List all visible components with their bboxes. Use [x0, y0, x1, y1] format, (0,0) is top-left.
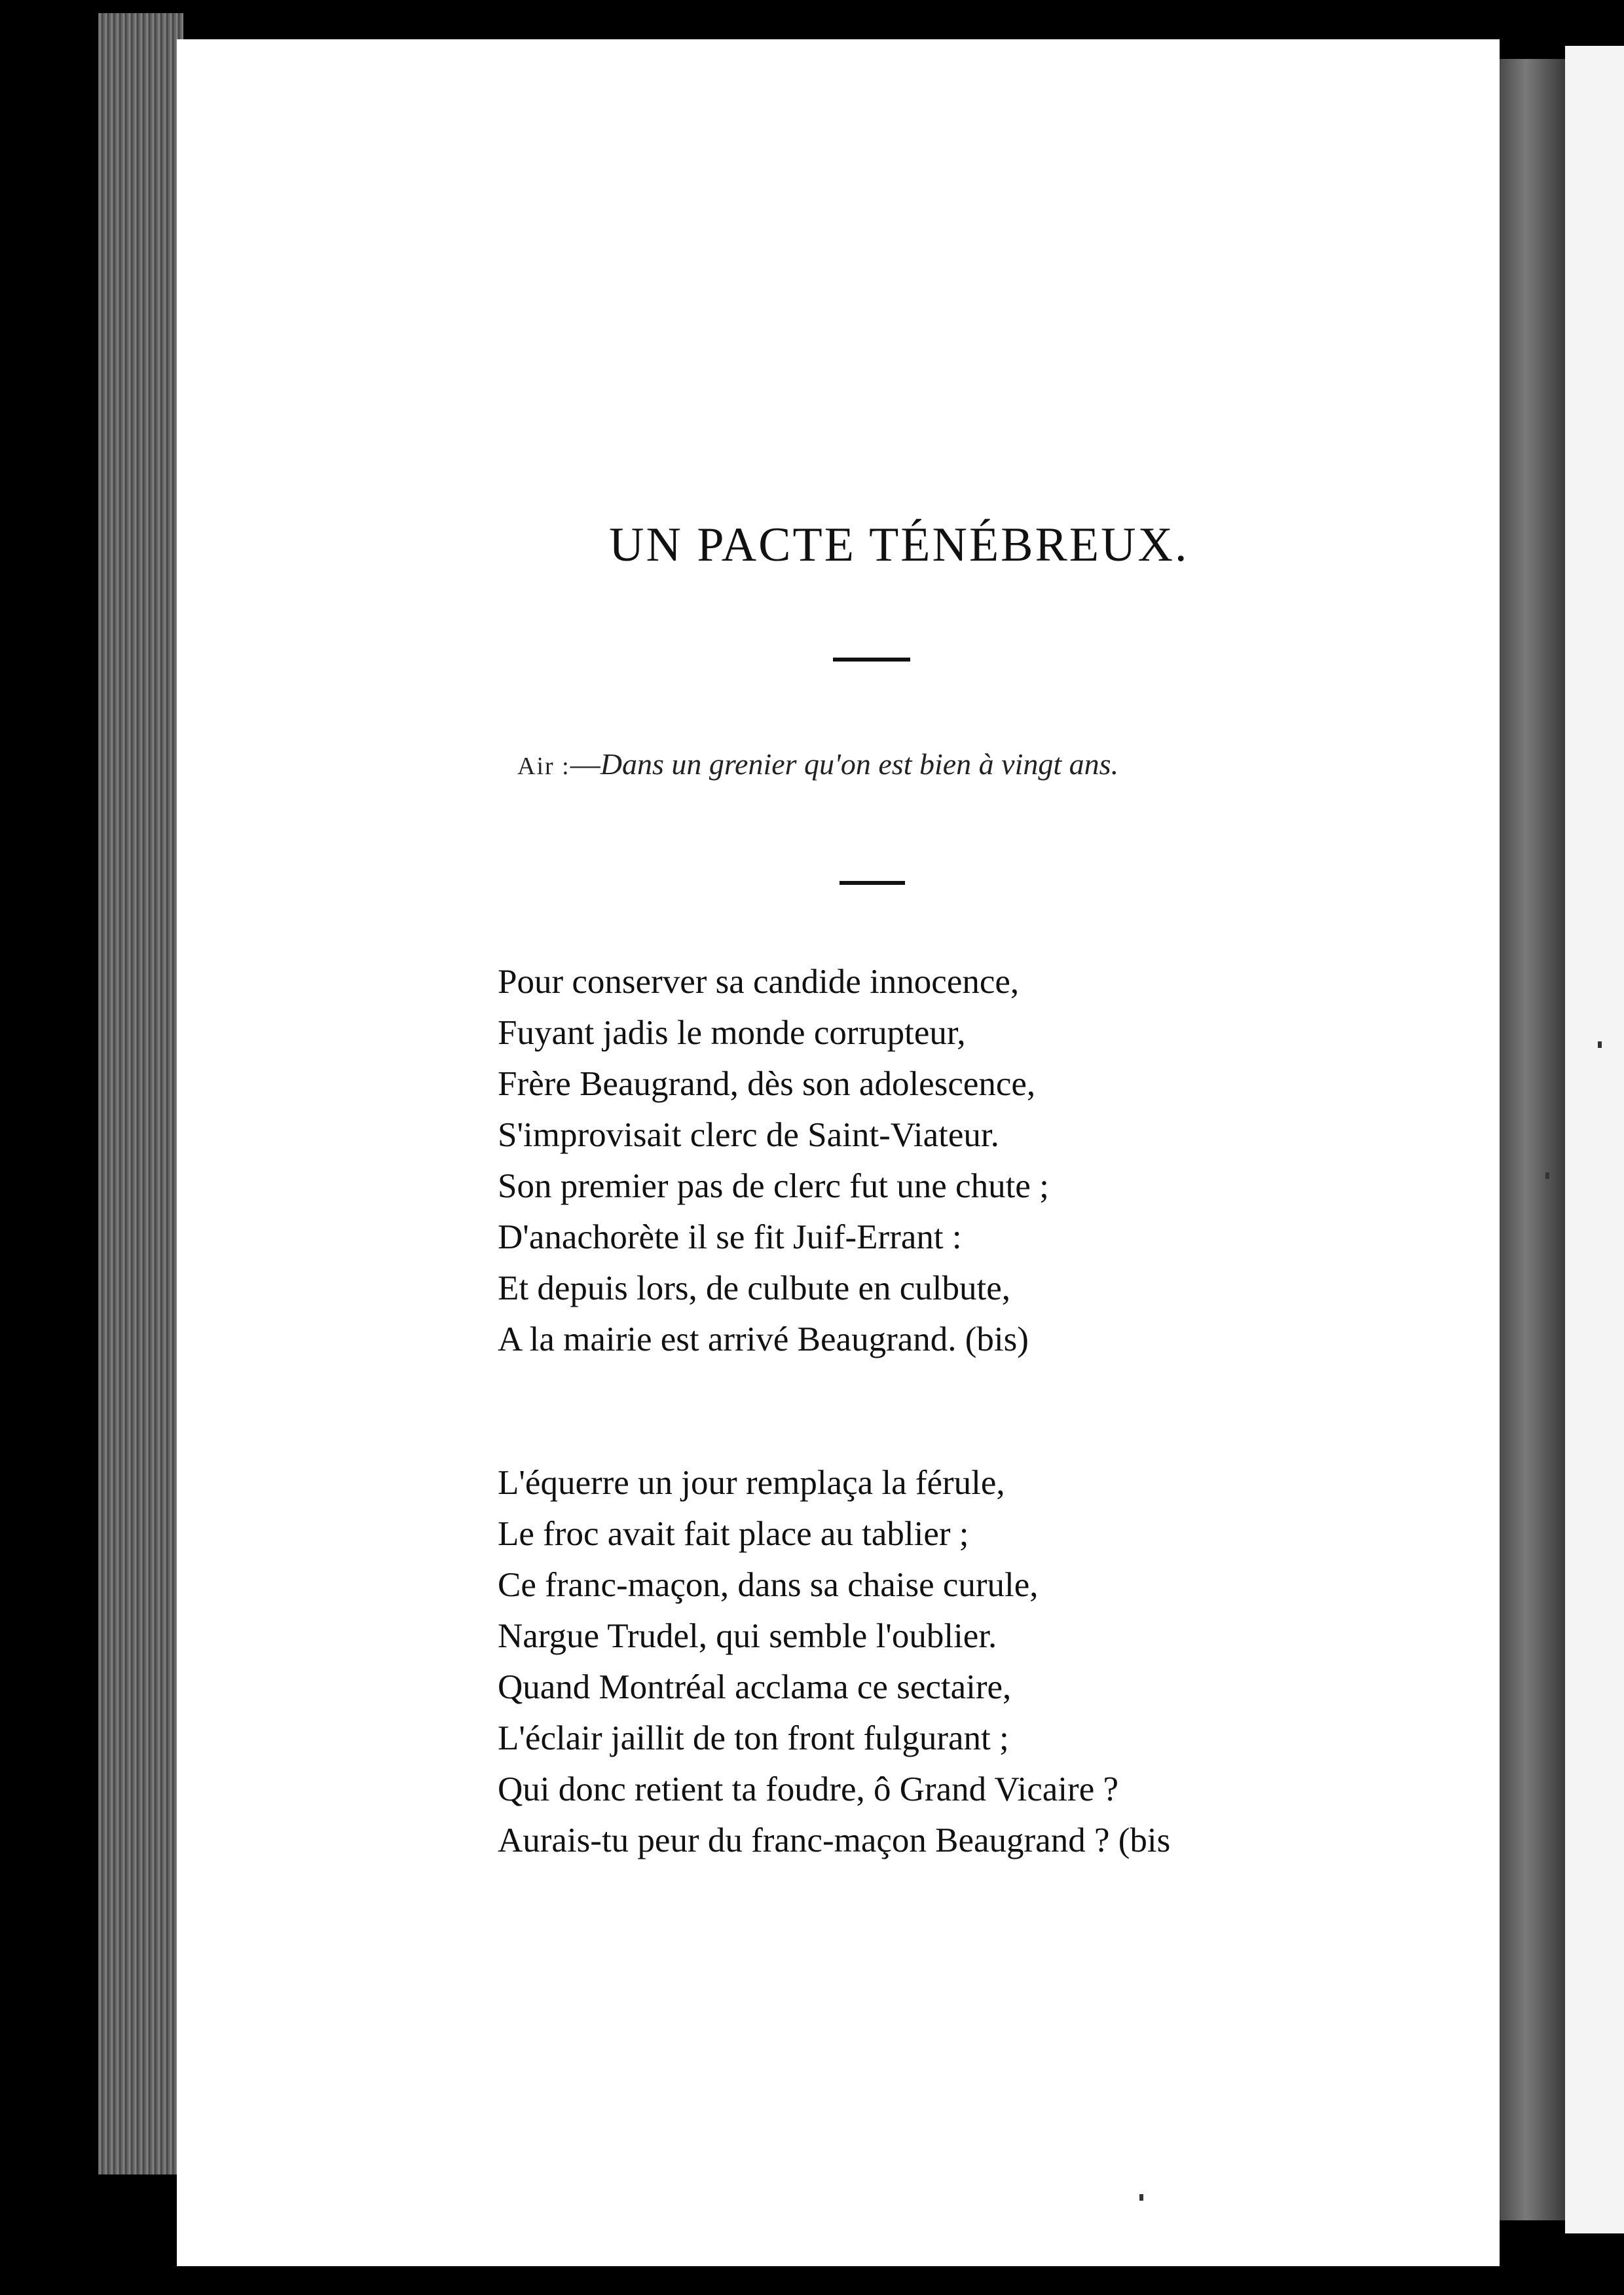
scan-speck: [1545, 1172, 1549, 1179]
verse-line: Le froc avait fait place au tablier ;: [498, 1515, 969, 1553]
scan-speck: [1139, 2194, 1143, 2201]
verse-line: A la mairie est arrivé Beaugrand. (bis): [498, 1320, 1029, 1358]
air-tune: Dans un grenier qu'on est bien à vingt ans.: [600, 747, 1119, 781]
air-dash: —: [570, 747, 600, 781]
title-divider: [833, 658, 910, 662]
next-page-edge: [1565, 46, 1624, 2233]
verse-line: Quand Montréal acclama ce sectaire,: [498, 1668, 1012, 1706]
verse-line: Qui donc retient ta foudre, ô Grand Vicaire ?: [498, 1770, 1118, 1808]
verse-line: S'improvisait clerc de Saint-Viateur.: [498, 1116, 999, 1154]
page-gutter-shadow: [1500, 59, 1565, 2220]
stanza-2: [498, 1457, 1316, 1866]
verse-line: Son premier pas de clerc fut une chute ;: [498, 1167, 1049, 1205]
verse-line: Aurais-tu peur du franc-maçon Beaugrand ? (bis: [498, 1821, 1171, 1859]
air-divider: [840, 881, 905, 885]
verse-line: Fuyant jadis le monde corrupteur,: [498, 1014, 966, 1052]
air-line: [517, 747, 1290, 781]
verse-line: Nargue Trudel, qui semble l'oublier.: [498, 1617, 997, 1655]
verse-line: L'éclair jaillit de ton front fulgurant ;: [498, 1719, 1009, 1757]
verse-line: D'anachorète il se fit Juif-Errant :: [498, 1218, 962, 1256]
verse-line: Et depuis lors, de culbute en culbute,: [498, 1269, 1011, 1307]
air-label: Air :: [517, 753, 570, 780]
verse-line: Ce franc-maçon, dans sa chaise curule,: [498, 1566, 1039, 1604]
verse-line: L'équerre un jour remplaça la férule,: [498, 1464, 1005, 1502]
stanza-1: [498, 956, 1316, 1365]
verse-line: Frère Beaugrand, dès son adolescence,: [498, 1065, 1036, 1103]
poem-title: UN PACTE TÉNÉBREUX.: [609, 518, 1189, 572]
book-page-edges: [98, 13, 183, 2174]
verse-line: Pour conserver sa candide innocence,: [498, 963, 1020, 1001]
scan-speck: [1598, 1041, 1602, 1048]
